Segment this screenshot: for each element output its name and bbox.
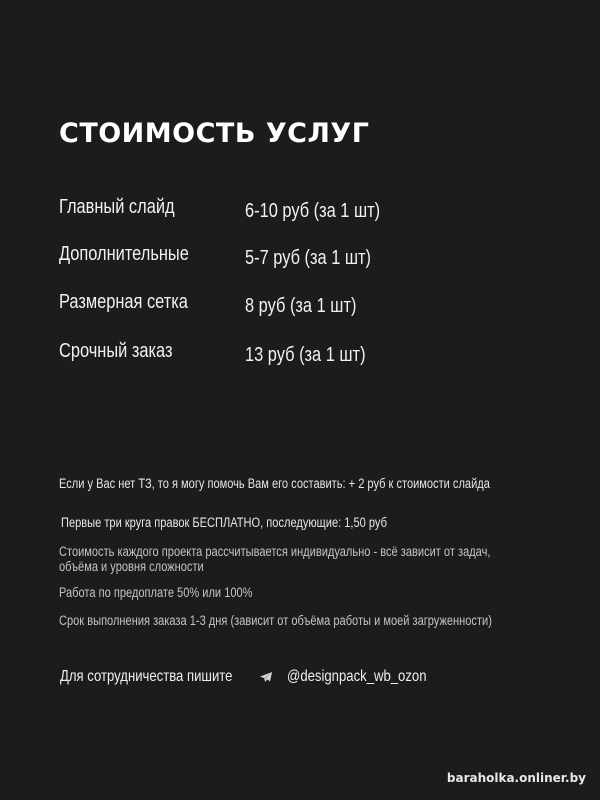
- service-cost: 5-7 руб (за 1 шт): [245, 247, 371, 269]
- service-name: Размерная сетка: [59, 291, 188, 313]
- price-row: [59, 291, 539, 321]
- note-technical-spec: Если у Вас нет ТЗ, то я могу помочь Вам его составить: + 2 руб к стоимости слайда: [59, 476, 490, 491]
- note-turnaround: Срок выполнения заказа 1-3 дня (зависит от объёма работы и моей загруженности): [59, 613, 492, 628]
- page-title: СТОИМОСТЬ УСЛУГ: [59, 118, 370, 149]
- price-row: [59, 243, 539, 273]
- service-name: Главный слайд: [59, 196, 175, 218]
- contact-label: Для сотрудничества пишите: [60, 668, 233, 685]
- service-cost: 8 руб (за 1 шт): [245, 295, 357, 317]
- note-prepayment: Работа по предоплате 50% или 100%: [59, 585, 253, 600]
- price-row: [59, 196, 539, 226]
- service-cost: 13 руб (за 1 шт): [245, 344, 366, 366]
- telegram-icon: [259, 670, 273, 684]
- note-revisions: Первые три круга правок БЕСПЛАТНО, последующие: 1,50 руб: [61, 515, 387, 530]
- watermark: baraholka.onliner.by: [446, 771, 586, 785]
- service-name: Срочный заказ: [59, 340, 173, 362]
- note-individual-pricing: Стоимость каждого проекта рассчитывается индивидуально - всё зависит от задач, объёма и уровня сложности: [59, 544, 491, 574]
- service-name: Дополнительные: [59, 243, 189, 265]
- service-cost: 6-10 руб (за 1 шт): [245, 200, 381, 222]
- telegram-handle-link[interactable]: @designpack_wb_ozon: [287, 668, 427, 685]
- price-row: [59, 340, 539, 370]
